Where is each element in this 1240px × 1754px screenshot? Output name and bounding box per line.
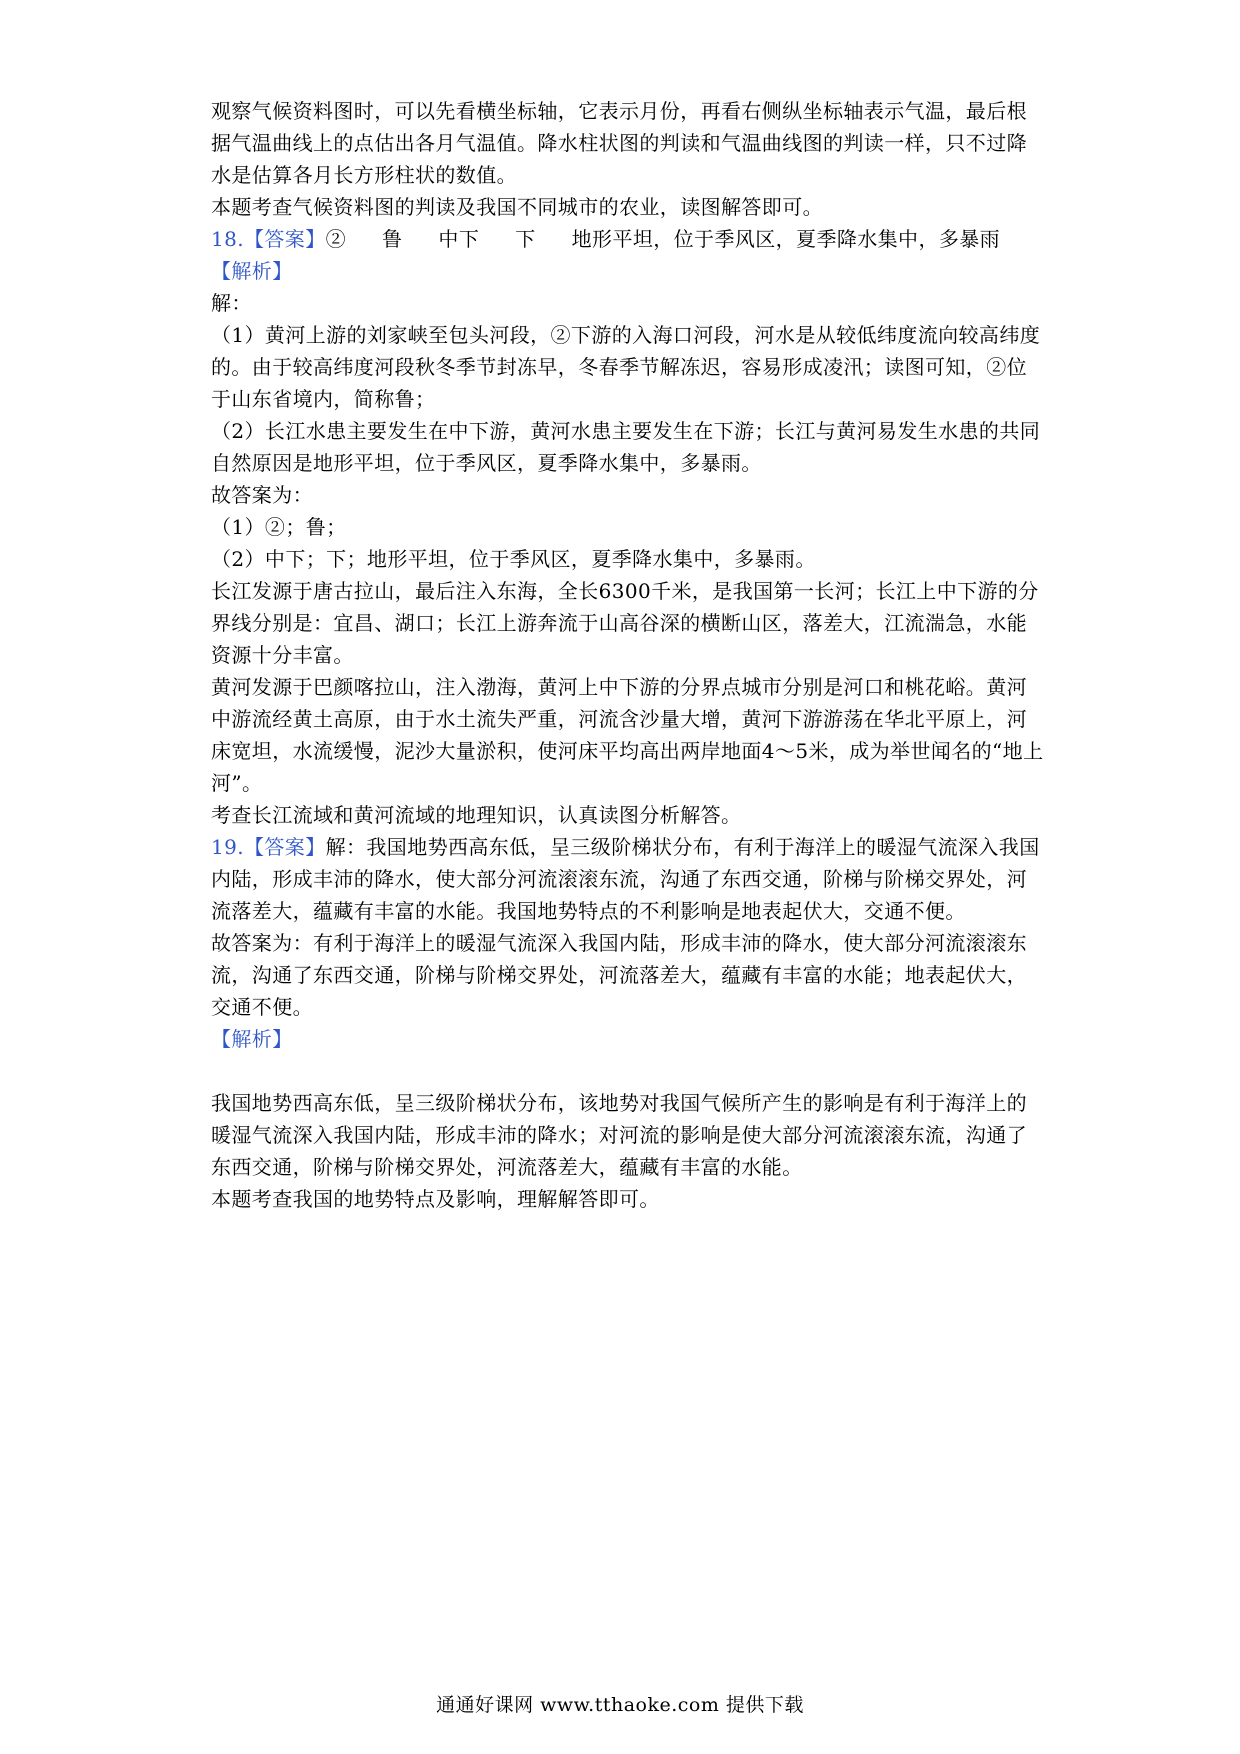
q18-paragraph-7: 黄河发源于巴颜喀拉山，注入渤海，黄河上中下游的分界点城市分别是河口和桃花峪。黄河中游流经黄土高原，由于水土流失严重，河流含沙量大增，黄河下游游荡在华北平原上，河床宽坦，水流缓慢，泥沙大量淤积，使河床平均高出两岸地面4～5米，成为举世闻名的“地上河”。: [211, 675, 1044, 795]
q19-answer-text: 解：我国地势西高东低，呈三级阶梯状分布，有利于海洋上的暖湿气流深入我国内陆，形成丰沛的降水，使大部分河流滚滚东流，沟通了东西交通，阶梯与阶梯交界处，河流落差大，蕴藏有丰富的水能。我国地势特点的不利影响是地表起伏大，交通不便。: [211, 835, 1040, 923]
q18-paragraph-1: （1）黄河上游的刘家峡至包头河段，②下游的入海口河段，河水是从较低纬度流向较高纬度的。由于较高纬度河段秋冬季节封冻早，冬春季节解冻迟，容易形成凌汛；读图可知，②位于山东省境内，简称鲁；: [211, 323, 1041, 411]
q19-paragraph-3: 我国地势西高东低，呈三级阶梯状分布，该地势对我国气候所产生的影响是有利于海洋上的暖湿气流深入我国内陆，形成丰沛的降水；对河流的影响是使大部分河流滚滚东流，沟通了东西交通，阶梯与阶梯交界处，河流落差大，蕴藏有丰富的水能。: [211, 1091, 1027, 1179]
q19-analysis-tag: 【解析】: [211, 1027, 293, 1051]
q18-answer-tag: 18.【答案】: [211, 227, 326, 251]
q18-paragraph-4: （1）②；鲁；: [211, 515, 347, 539]
document-body: [211, 95, 1045, 1215]
q18-answer-4: 下: [515, 227, 536, 251]
q18-paragraph-6: 长江发源于唐古拉山，最后注入东海，全长6300千米，是我国第一长河；长江上中下游的分界线分别是：宜昌、湖口；长江上游奔流于山高谷深的横断山区，落差大，江流湍急，水能资源十分丰富。: [211, 579, 1039, 667]
blank-line: [211, 1055, 1045, 1087]
q18-answer-5: 地形平坦，位于季风区，夏季降水集中，多暴雨: [571, 227, 1001, 251]
intro-paragraph-2: 本题考查气候资料图的判读及我国不同城市的农业，读图解答即可。: [211, 195, 823, 219]
q18-answer-1: ②: [325, 227, 347, 251]
q18-paragraph-2: （2）长江水患主要发生在中下游，黄河水患主要发生在下游；长江与黄河易发生水患的共同自然原因是地形平坦，位于季风区，夏季降水集中，多暴雨。: [211, 419, 1041, 475]
q18-paragraph-3: 故答案为：: [211, 483, 313, 507]
q19-paragraph-4: 本题考查我国的地势特点及影响，理解解答即可。: [211, 1187, 660, 1211]
q19-answer-paragraph: [211, 831, 1045, 927]
q19-paragraph-2: 故答案为：有利于海洋上的暖湿气流深入我国内陆，形成丰沛的降水，使大部分河流滚滚东流，沟通了东西交通，阶梯与阶梯交界处，河流落差大，蕴藏有丰富的水能；地表起伏大，交通不便。: [211, 931, 1027, 1019]
q18-analysis-tag: 【解析】: [211, 259, 293, 283]
q18-answer-3: 中下: [438, 227, 480, 251]
q19-answer-tag: 19.【答案】: [211, 835, 326, 859]
q18-answer-2: 鲁: [382, 227, 403, 251]
intro-paragraph-1: 观察气候资料图时，可以先看横坐标轴，它表示月份，再看右侧纵坐标轴表示气温，最后根据气温曲线上的点估出各月气温值。降水柱状图的判读和气温曲线图的判读一样，只不过降水是估算各月长方形柱状的数值。: [211, 99, 1027, 187]
page-footer: 通通好课网 www.tthaoke.com 提供下载: [436, 1694, 804, 1716]
q18-paragraph-8: 考查长江流域和黄河流域的地理知识，认真读图分析解答。: [211, 803, 742, 827]
q18-paragraph-5: （2）中下；下；地形平坦，位于季风区，夏季降水集中，多暴雨。: [211, 547, 816, 571]
q18-solve-label: 解：: [211, 291, 252, 315]
q18-answer-line: [211, 223, 1045, 255]
